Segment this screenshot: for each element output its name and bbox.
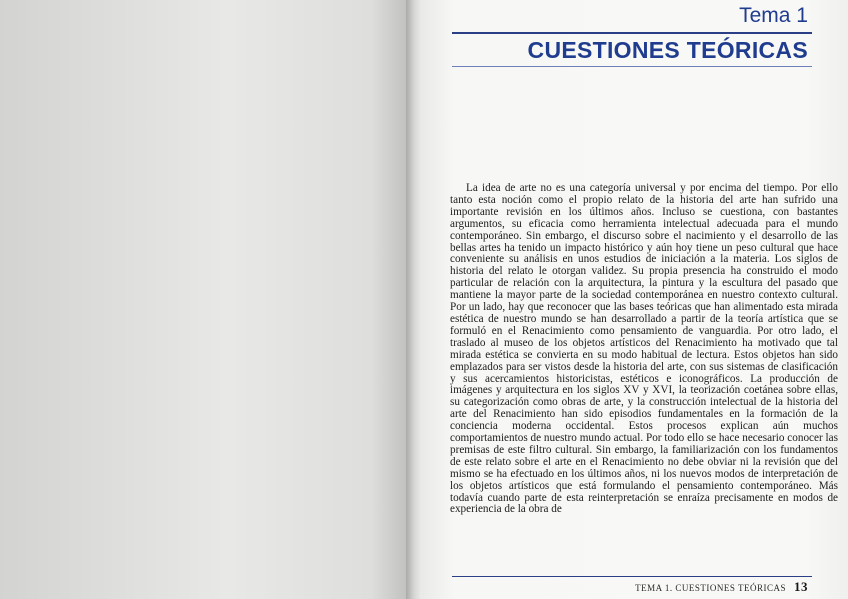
heading-rule: [452, 32, 812, 34]
body-paragraph: La idea de arte no es una categoría universal y por encima del tiempo. Por ello tanto esta noción como el propio relato de la historia del arte han sufrido una importante revisión en los últimos años. Incluso se cuestiona, con bastantes argumentos, su eficacia como herramienta intelectual adecuada para el mundo contemporáneo. Sin embargo, el discurso sobre el nacimiento y el desarrollo de las bellas artes ha tenido un impacto histórico y aún hoy tiene un peso cultural que hace conveniente su análisis en unos estudios de iniciación a la materia. Los siglos de historia del relato le otorgan validez. Su propia presencia ha construido el modo particular de relación con la arquitectura, la pintura y la escultura del pasado que mantiene la mayor parte de la sociedad contemporánea en nuestro contexto cultural. Por un lado, hay que reconocer que las bases teóricas que han alimentado esta mirada estética de nuestro mundo se han desarrollado a partir de la teoría artística que se formuló en el Renacimiento como pensamiento de vanguardia. Por otro lado, el traslado al museo de los objetos artísticos del Renacimiento ha motivado que tal mirada estética se convierta en su modo habitual de lectura. Estos objetos han sido emplazados para ser vistos desde la historia del arte, con sus sistemas de clasificación y sus acercamientos historicistas, estéticos e iconográficos. La producción de imágenes y arquitectura en los siglos XV y XVI, la teorización coetánea sobre ellas, su categorización como obras de arte, y la construcción intelectual de la historia del arte del Renacimiento han sido episodios fundamentales en la formación de la conciencia moderna occidental. Estos procesos explican aún muchos comportamientos de nuestro mundo actual. Por todo ello se hace necesario conocer las premisas de este filtro cultural. Sin embargo, la familiarización con los fundamentos de este relato sobre el arte en el Renacimiento no debe obviar ni la revisión que del mismo se ha efectuado en los últimos años, ni los nuevos modos de interpretación de los objetos artísticos que está formulando el pensamiento contemporáneo. Más todavía cuando parte de esta reinterpretación se enraíza precisamente en modos de experiencia de la obra de: [450, 182, 838, 516]
chapter-label: Tema 1: [739, 4, 808, 27]
running-head: TEMA 1. CUESTIONES TEÓRICAS: [635, 583, 786, 593]
title-underline-rule: [452, 66, 812, 67]
chapter-title: CUESTIONES TEÓRICAS: [527, 37, 808, 63]
left-page-blank: [0, 0, 412, 599]
footer-rule: [452, 576, 812, 577]
page-number: 13: [794, 579, 808, 594]
page-footer: [635, 579, 808, 595]
right-page: [420, 0, 848, 599]
